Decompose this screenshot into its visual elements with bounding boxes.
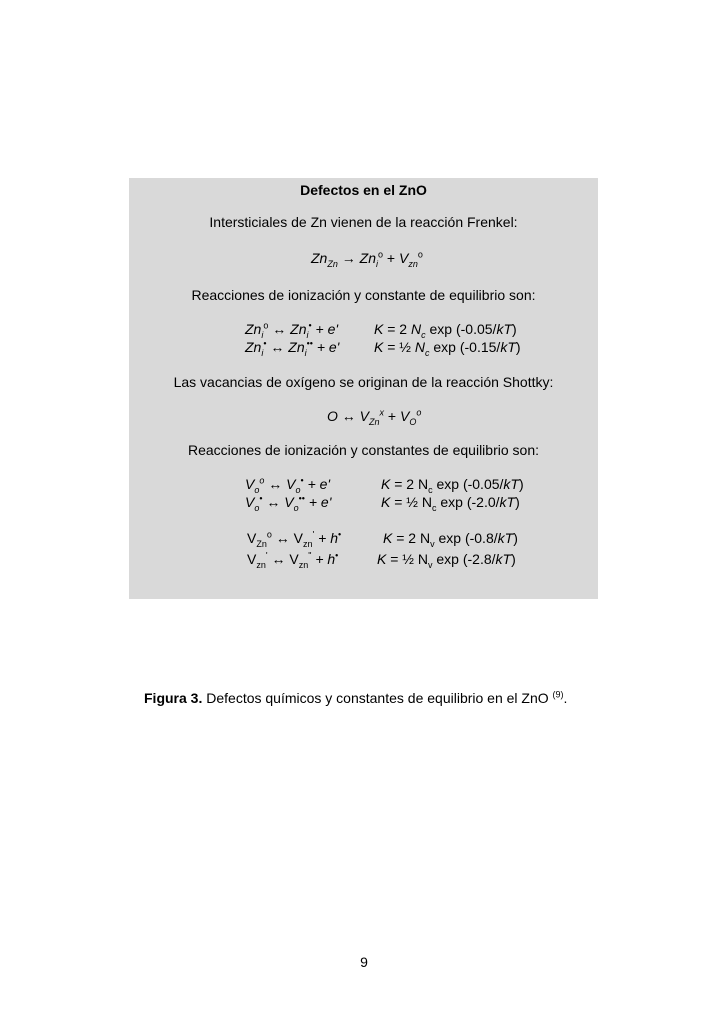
defects-box bbox=[129, 178, 598, 599]
vo-constant-2: K = ½ $N_c$ exp (-2.0/kT) bbox=[381, 494, 520, 513]
vo-reaction-2: $V_o^•$ ↔ $V_o^{••} + e'$ bbox=[245, 493, 332, 513]
page-number: 9 bbox=[360, 954, 368, 970]
vzn-constant-1: K = 2 $N_v$ exp (-0.8/kT) bbox=[383, 530, 518, 549]
vzn-constant-2: K = ½ $N_v$ exp (-2.8/kT) bbox=[377, 551, 516, 570]
ionization-intro-v: Reacciones de ionización y constantes de equilibrio son: bbox=[188, 442, 539, 458]
caption-text: Defectos químicos y constantes de equilibrio en el ZnO bbox=[202, 690, 553, 706]
vo-reaction-1: $V_o^o$ ↔ $V_o^• + e'$ bbox=[245, 475, 331, 495]
caption-label: Figura 3. bbox=[144, 690, 203, 706]
box-title: Defectos en el ZnO bbox=[300, 182, 427, 198]
caption-reference: (9) bbox=[552, 689, 564, 700]
shottky-intro: Las vacancias de oxígeno se originan de la reacción Shottky: bbox=[173, 374, 554, 390]
vzn-reaction-2: $V_{zn}'$ ↔ $V_{zn}^" + h^•$ bbox=[247, 550, 339, 570]
vo-constant-1: K = 2 $N_c$ exp (-0.05/kT) bbox=[381, 476, 524, 495]
vzn-reaction-1: $V_{Zn}^o$ ↔ $V_{zn}' + h^•$ bbox=[247, 529, 342, 549]
zn-constant-2: K = ½ $N_c$ exp (-0.15/kT) bbox=[374, 339, 521, 358]
shottky-reaction: O ↔ $V_{Zn}^x + V_O^o$ bbox=[327, 407, 422, 427]
zn-reaction-1: $Zn_i^o$ ↔ $Zn_i^• + e'$ bbox=[245, 320, 339, 340]
zn-reaction-2: $Zn_i^•$ ↔ $Zn_i^{••} + e'$ bbox=[245, 338, 340, 358]
frenkel-intro: Intersticiales de Zn vienen de la reacción Frenkel: bbox=[209, 214, 518, 230]
ionization-intro-zn: Reacciones de ionización y constante de equilibrio son: bbox=[191, 287, 536, 303]
frenkel-reaction: $Zn_{Zn} \to Zn_i^o + V_{zn}^o$ bbox=[311, 249, 423, 269]
figure-caption: Figura 3. Defectos químicos y constantes de equilibrio en el ZnO $^{(9)}$. bbox=[144, 689, 568, 706]
zn-constant-1: K = 2 $N_c$ exp (-0.05/kT) bbox=[374, 321, 517, 340]
